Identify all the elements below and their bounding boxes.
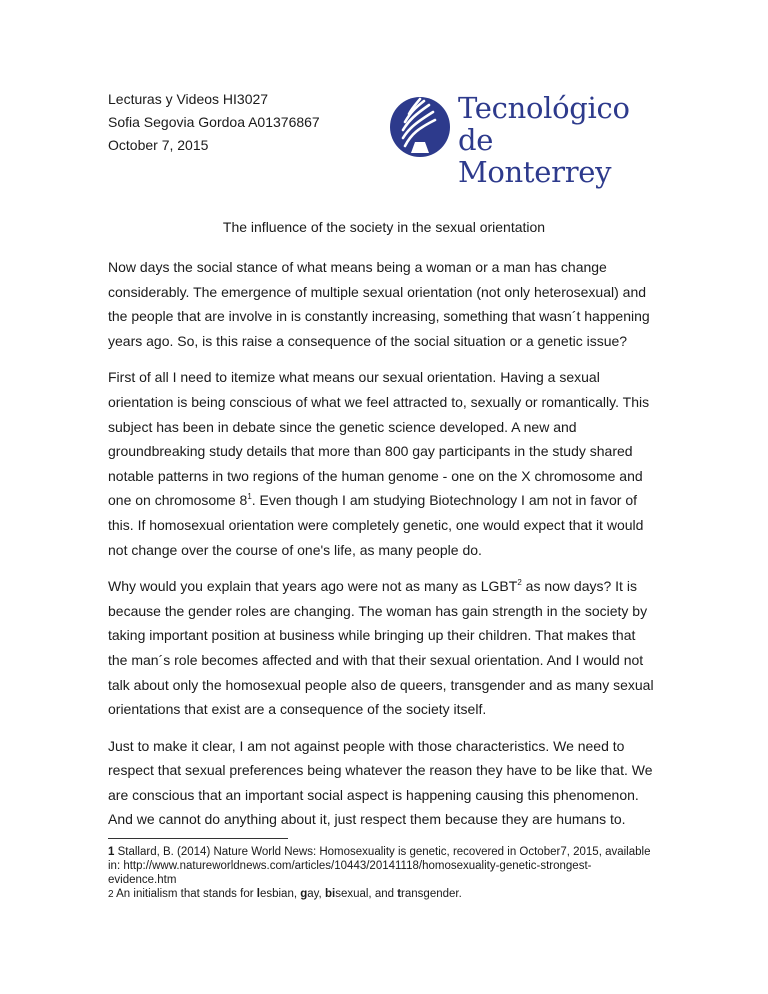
footnote-2-text: ay, [307,888,325,900]
essay-body [108,255,658,844]
logo-wordmark [458,92,649,188]
tec-logo [389,90,649,189]
date-line: October 7, 2015 [108,137,209,153]
paragraph-3-text-b: as now days? It is because the gender roles are changing. The woman has gain strength in the society by taking important position at business while bringing up their children. That makes that the man´s role becomes affected and with that their sexual orientation. And I would not talk about only the homosexual people also de queers, transgender and as many sexual orientations that exist are a consequence of the society itself. [108,578,654,718]
footnote-2-text: ransgender. [401,888,462,900]
footnote-2-text: esbian, [259,888,301,900]
footnote-2 [108,887,658,902]
logo-line-1: Tecnológico [458,91,630,125]
paragraph-2-text-a: First of all I need to itemize what means our sexual orientation. Having a sexual orientation is being conscious of what we feel attracted to, sexually or romantically. This subject has been in debate since the genetic science developed. A new and groundbreaking study details that more than 800 gay participants in the study shared notable patterns in two regions of the human genome - one on the X chromosome and one on chromosome 8 [108,369,650,509]
footnote-1-number: 1 [108,846,115,858]
footnote-2-text: An initialism that stands for [113,888,257,900]
course-line: Lecturas y Videos HI3027 [108,91,269,107]
footnote-2-bold-bi: bi [324,888,336,900]
document-header [108,88,320,157]
essay-title: The influence of the society in the sexual orientation [222,219,546,235]
footnote-ref-2: 2 [517,578,522,588]
footnote-ref-1: 1 [247,492,252,502]
paragraph-2 [108,365,658,562]
paragraph-4: Just to make it clear, I am not against people with those characteristics. We need to respect that sexual preferences being whatever the reason they have to be like that. We are conscious that an important social aspect is happening causing this phenomenon. And we cannot do anything about it, just respect them because they are humans to. [108,737,653,828]
footnote-2-bold-l: l [256,888,260,900]
footnote-2-number: 2 [108,889,114,900]
paragraph-3 [108,574,658,722]
logo-line-2: de Monterrey [458,123,612,189]
paragraph-1: Now days the social stance of what means being a woman or a man has change considerably. The emergence of multiple sexual orientation (not only heterosexual) and the people that are involve in is constantly increasing, something that wasn´t happening years ago. So, is this raise a consequence of the social situation or a genetic issue? [108,259,650,349]
paragraph-3-text-a: Why would you explain that years ago were not as many as LGBT [108,578,518,595]
flame-emblem-icon [389,90,451,164]
paragraph-2-text-b: . Even though I am studying Biotechnology I am not in favor of this. If homosexual orientation were completely genetic, one would expect that it would not change over the course of one's life, as many people do. [108,492,644,558]
footnotes [108,845,658,902]
footnote-1-text: Stallard, B. (2014) Nature World News: Homosexuality is genetic, recovered in October7, 2015, available in: http://www.natureworldnews.com/articles/10443/20141118/homosexuality-genetic-strongest-evidence.htm [108,846,651,886]
footnote-1 [108,845,658,887]
footnote-2-text: sexual, and [335,888,398,900]
footnote-divider [108,838,288,839]
footnote-2-bold-t: t [397,888,402,900]
footnote-2-bold-g: g [300,888,308,900]
author-line: Sofia Segovia Gordoa A01376867 [108,114,320,130]
